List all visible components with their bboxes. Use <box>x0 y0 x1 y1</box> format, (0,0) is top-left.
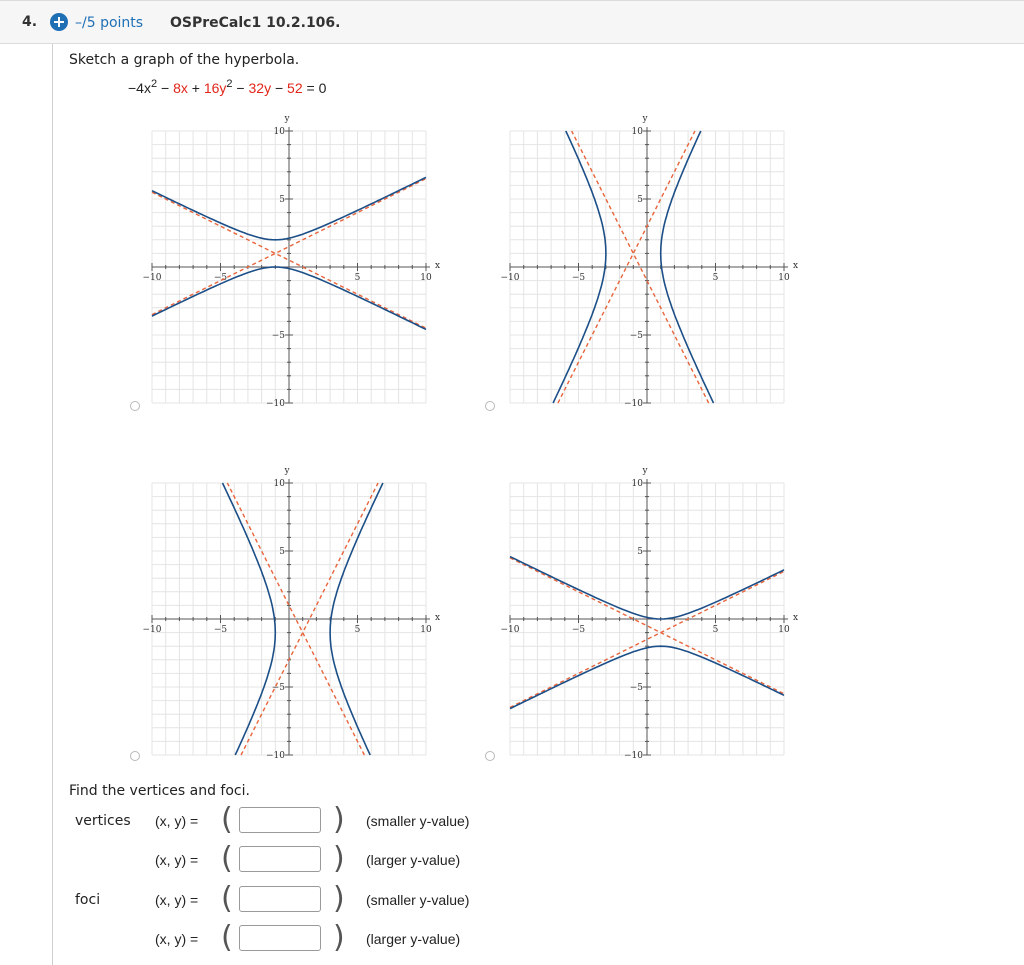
x-tick-label: 10 <box>778 273 790 283</box>
question-prompt: Sketch a graph of the hyperbola. <box>69 52 300 68</box>
y-tick-label: 5 <box>279 195 285 205</box>
xy-label: (x, y) = <box>155 892 199 908</box>
left-paren: ( <box>221 802 233 837</box>
x-tick-label: −10 <box>142 625 162 635</box>
y-tick-label: −10 <box>266 399 285 409</box>
xy-label: (x, y) = <box>155 852 199 868</box>
x-tick-label: 10 <box>778 625 790 635</box>
x-tick-label: −10 <box>500 625 520 635</box>
right-paren: ) <box>333 802 345 837</box>
radio-option-4[interactable] <box>485 751 495 761</box>
y-tick-label: −10 <box>624 751 643 761</box>
y-tick-label: −5 <box>271 331 285 341</box>
x-tick-label: −5 <box>571 625 586 635</box>
x-tick-label: 5 <box>354 625 361 635</box>
left-paren: ( <box>221 881 233 916</box>
y-tick-label: 10 <box>631 479 643 489</box>
y-tick-label: 10 <box>273 479 285 489</box>
graph-option-3 <box>142 462 441 761</box>
answer-note: (smaller y-value) <box>366 813 470 829</box>
y-tick-label: 5 <box>279 547 285 557</box>
graph-option-4 <box>500 462 799 761</box>
left-paren: ( <box>221 841 233 876</box>
expand-plus-icon[interactable] <box>50 13 68 31</box>
right-paren: ) <box>333 881 345 916</box>
left-paren: ( <box>221 920 233 955</box>
x-tick-label: 5 <box>354 273 361 283</box>
y-axis-label: y <box>642 114 648 124</box>
xy-label: (x, y) = <box>155 813 199 829</box>
y-tick-label: −10 <box>624 399 643 409</box>
y-tick-label: −5 <box>271 683 285 693</box>
hyperbola-equation: $-4x^2 - 8x + 16y^2 - 32y - 52 = 0$ <box>128 78 327 96</box>
x-axis-label: x <box>435 613 441 623</box>
content-left-border <box>52 44 53 965</box>
answer-note: (larger y-value) <box>366 852 461 868</box>
x-tick-label: −10 <box>142 273 162 283</box>
answer-input-2[interactable] <box>239 846 321 872</box>
y-tick-label: −10 <box>266 751 285 761</box>
y-tick-label: 5 <box>637 547 643 557</box>
y-tick-label: 10 <box>273 127 285 137</box>
answer-input-3[interactable] <box>239 886 321 912</box>
vertices-label: vertices <box>75 813 131 829</box>
answer-note: (smaller y-value) <box>366 892 470 908</box>
y-tick-label: −5 <box>629 331 643 341</box>
x-tick-label: −10 <box>500 273 520 283</box>
radio-option-3[interactable] <box>130 751 140 761</box>
x-axis-label: x <box>793 613 799 623</box>
radio-option-2[interactable] <box>485 401 495 411</box>
x-tick-label: −5 <box>571 273 586 283</box>
x-tick-label: 10 <box>420 273 432 283</box>
answer-input-4[interactable] <box>239 925 321 951</box>
question-source: OSPreCalc1 10.2.106. <box>170 15 341 31</box>
y-axis-label: y <box>284 114 290 124</box>
y-tick-label: 10 <box>631 127 643 137</box>
question-header <box>0 0 1024 44</box>
y-axis-label: y <box>284 466 290 476</box>
find-prompt: Find the vertices and foci. <box>69 783 250 799</box>
radio-option-1[interactable] <box>130 401 140 411</box>
points-label: –/5 points <box>75 15 144 31</box>
x-axis-label: x <box>793 261 799 271</box>
y-tick-label: −5 <box>629 683 643 693</box>
answer-note: (larger y-value) <box>366 931 461 947</box>
x-tick-label: −5 <box>213 273 228 283</box>
right-paren: ) <box>333 841 345 876</box>
answer-input-1[interactable] <box>239 807 321 833</box>
y-tick-label: 5 <box>637 195 643 205</box>
graph-option-2 <box>500 114 799 411</box>
x-axis-label: x <box>435 261 441 271</box>
x-tick-label: −5 <box>213 625 228 635</box>
x-tick-label: 10 <box>420 625 432 635</box>
foci-label: foci <box>75 892 101 908</box>
xy-label: (x, y) = <box>155 931 199 947</box>
x-tick-label: 5 <box>712 625 719 635</box>
y-axis-label: y <box>642 466 648 476</box>
question-number: 4. <box>22 14 38 30</box>
x-tick-label: 5 <box>712 273 719 283</box>
graph-option-1 <box>142 114 441 411</box>
right-paren: ) <box>333 920 345 955</box>
